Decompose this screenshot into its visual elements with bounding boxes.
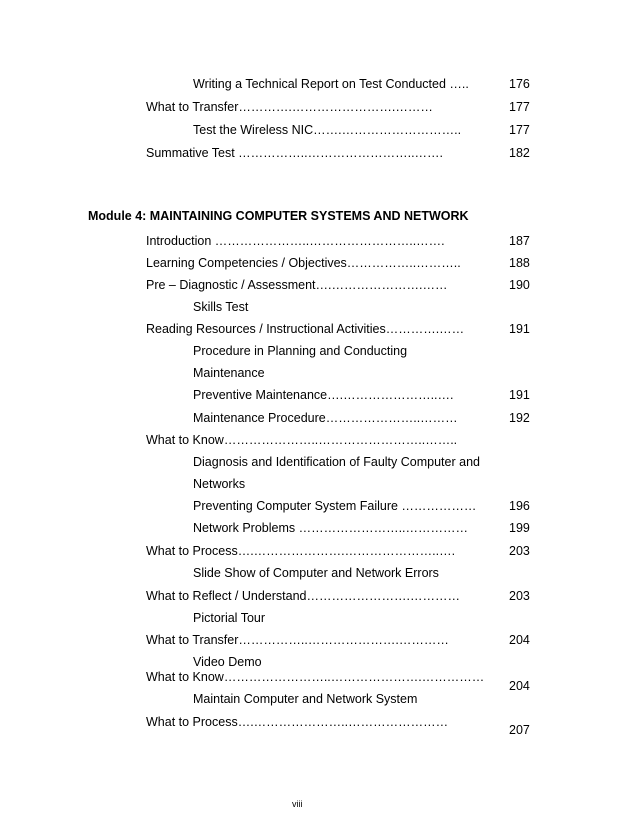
toc-entry-page: 203 <box>509 544 530 558</box>
toc-entry-text: Procedure in Planning and Conducting <box>193 344 408 358</box>
toc-entry-text: Preventive Maintenance….…………………..…. <box>193 388 454 402</box>
toc-entry-text: What to Process….…………………..…………………… <box>146 715 449 729</box>
toc-entry-text: Slide Show of Computer and Network Errors <box>193 566 439 580</box>
toc-entry-text: What to Know……………………..………………….…………… <box>146 670 485 684</box>
toc-entry-text: Learning Competencies / Objectives……………..……….. <box>146 256 461 270</box>
toc-entry-page: 182 <box>509 146 530 160</box>
toc-entry-text: Summative Test ……………..……………………..……. <box>146 146 444 160</box>
toc-entry-page: 204 <box>509 679 530 693</box>
toc-entry-text: Video Demo <box>193 655 262 669</box>
toc-entry-page: 177 <box>509 100 530 114</box>
toc-entry-page: 199 <box>509 521 530 535</box>
toc-entry-page: 191 <box>509 322 530 336</box>
toc-entry-text: Introduction …………………..……………………..……. <box>146 234 445 248</box>
toc-entry-page: 207 <box>509 723 530 737</box>
toc-entry-page: 204 <box>509 633 530 647</box>
toc-entry-page: 192 <box>509 411 530 425</box>
toc-entry-text: What to Transfer……………..………………….………… <box>146 633 449 647</box>
toc-entry-text: What to Reflect / Understand…………………….………… <box>146 589 460 603</box>
toc-entry-page: 196 <box>509 499 530 513</box>
toc-entry-page: 187 <box>509 234 530 248</box>
toc-entry-text: Network Problems ……………………..…………… <box>193 521 469 535</box>
toc-entry-text: What to Process….………………….…………………..…. <box>146 544 456 558</box>
toc-entry-page: 176 <box>509 77 530 91</box>
toc-entry-text: Writing a Technical Report on Test Conducted ….. <box>193 77 469 91</box>
toc-entry-text: Maintenance <box>193 366 265 380</box>
toc-entry-text: What to Transfer………….…………………….……… <box>146 100 433 114</box>
toc-entry-text: Maintain Computer and Network System <box>193 692 418 706</box>
toc-entry-page: 177 <box>509 123 530 137</box>
toc-entry-text: Reading Resources / Instructional Activities………….…… <box>146 322 465 336</box>
toc-entry-text: Networks <box>193 477 246 491</box>
toc-entry-text: Pictorial Tour <box>193 611 266 625</box>
toc-entry-text: Maintenance Procedure…………………..……… <box>193 411 458 425</box>
toc-entry-text: What to Know…………………..……………………..…….. <box>146 433 458 447</box>
toc-entry-text: Pre – Diagnostic / Assessment….………………….…… <box>146 278 448 292</box>
page-number: viii <box>292 799 303 809</box>
toc-entry-page: 203 <box>509 589 530 603</box>
toc-entry-text: Skills Test <box>193 300 249 314</box>
module-heading: Module 4: MAINTAINING COMPUTER SYSTEMS AND NETWORK <box>88 209 469 223</box>
toc-entry-page: 188 <box>509 256 530 270</box>
toc-entry-text: Test the Wireless NIC…….……………………….. <box>193 123 462 137</box>
toc-entry-page: 190 <box>509 278 530 292</box>
toc-entry-text: Preventing Computer System Failure ……………… <box>193 499 477 513</box>
toc-entry-page: 191 <box>509 388 530 402</box>
toc-entry-text: Diagnosis and Identification of Faulty Computer and <box>193 455 480 469</box>
